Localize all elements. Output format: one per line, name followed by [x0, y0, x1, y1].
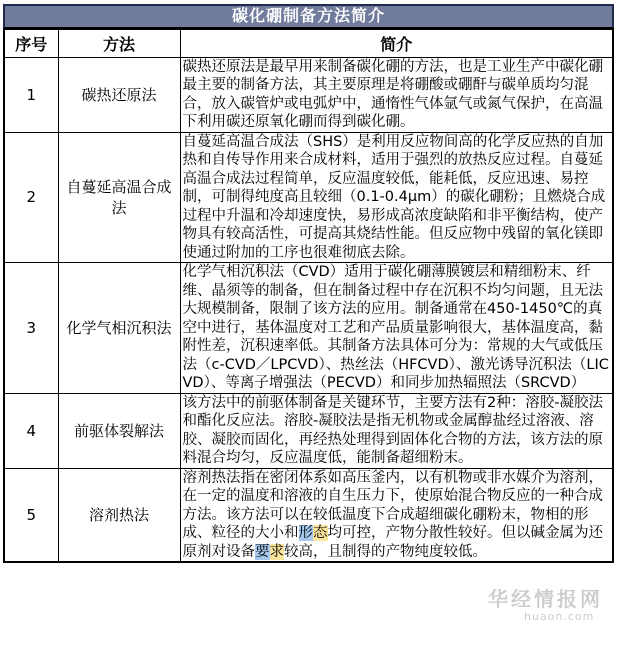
row-number-cell: 2 [4, 132, 58, 263]
method-name-cell: 溶剂热法 [58, 468, 180, 562]
method-intro-cell [180, 263, 613, 394]
row-number-cell: 1 [4, 57, 58, 132]
table-row [4, 468, 613, 562]
row-number-cell: 3 [4, 263, 58, 394]
column-header-intro: 简介 [180, 29, 613, 57]
watermark [488, 583, 617, 623]
intro-text-segment: 化学气相沉积法（CVD）适用于碳化硼薄膜镀层和精细粉末、纤维、晶须等的制备，但在制备过程中存在沉积不均匀问题，且无法大规模制备，限制了该方法的应用。制备通常在450-1450℃的真空中进行，基体温度对工艺和产品质量影响很大，基体温度高，黏附性差，沉积速率低。其制备方法具体可分为：常规的大气或低压法（c-CVD／LPCVD）、热丝法（HFCVD）、激光诱导沉积法（LICVD）、等离子增强法（PECVD）和同步加热辐照法（SRCVD） [182, 264, 609, 391]
methods-table [3, 28, 614, 563]
method-intro-cell [180, 57, 613, 132]
page-title: 碳化硼制备方法简介 [3, 4, 614, 28]
method-name-cell: 化学气相沉积法 [58, 263, 180, 394]
highlighted-text-blue: 形 [298, 525, 313, 541]
column-header-method: 方法 [58, 29, 180, 57]
intro-text-segment: 该方法中的前驱体制备是关键环节，主要方法有2种：溶胶-凝胶法和酯化反应法。溶胶-凝胶法是指无机物或金属醇盐经过溶液、溶胶、凝胶而固化，再经热处理得到固体化合物的方法，该方法的原料混合均匀，反应温度低，能制备超细粉末。 [182, 394, 603, 466]
header-row [4, 29, 613, 57]
table-row [4, 132, 613, 263]
intro-text-segment: 自蔓延高温合成法（SHS）是利用反应物间高的化学反应热的自加热和自传导作用来合成材料，适用于强烈的放热反应过程。自蔓延高温合成法过程简单，反应温度较低，能耗低，反应迅速、易控制，可制得纯度高且较细（0.1-0.4μm）的碳化硼粉；且燃烧合成过程中升温和冷却速度快，易形成高浓度缺陷和非平衡结构，使产物具有较高活性，可提高其烧结性能。但反应物中残留的氧化镁即使通过附加的工序也很难彻底去除。 [182, 133, 606, 261]
watermark-url: huaon.com [524, 610, 595, 623]
table-row [4, 263, 613, 394]
method-name-cell: 碳热还原法 [58, 57, 180, 132]
row-number-cell: 4 [4, 393, 58, 468]
method-name-cell: 前驱体裂解法 [58, 393, 180, 468]
method-intro-cell [180, 393, 613, 468]
table-header [4, 29, 613, 57]
watermark-text: 华经情报网 [488, 587, 603, 611]
method-name-cell: 自蔓延高温合成法 [58, 132, 180, 263]
column-header-number: 序号 [4, 29, 58, 57]
table-row [4, 393, 613, 468]
intro-text-segment: 均可控，产物分散性较好。但以碱金属为还原剂对设备 [182, 525, 603, 560]
table-row [4, 57, 613, 132]
highlighted-text-yellow: 态 [313, 525, 328, 541]
method-intro-cell [180, 132, 613, 263]
intro-text-segment: 较高，且制得的产物纯度较低。 [284, 543, 487, 560]
intro-text-segment: 碳热还原法是最早用来制备碳化硼的方法，也是工业生产中碳化硼最主要的制备方法，其主要原理是将硼酸或硼酐与碳单质均匀混合，放入碳管炉或电弧炉中，通惰性气体氩气或氮气保护，在高温下利用碳还原氧化硼而得到碳化硼。 [182, 58, 603, 130]
highlighted-text-yellow: 求 [269, 543, 284, 560]
row-number-cell: 5 [4, 468, 58, 562]
intro-text-segment: 溶剂热法指在密闭体系如高压釜内，以有机物或非水媒介为溶剂，在一定的温度和溶液的自生压力下，使原始混合物反应的一种合成方法。该方法可以在较低温度下合成超细碳化硼粉末，物相的形成、粒径的大小和 [182, 469, 603, 541]
table-body [4, 57, 613, 562]
highlighted-text-blue: 要 [255, 543, 270, 560]
method-intro-cell [180, 468, 613, 562]
